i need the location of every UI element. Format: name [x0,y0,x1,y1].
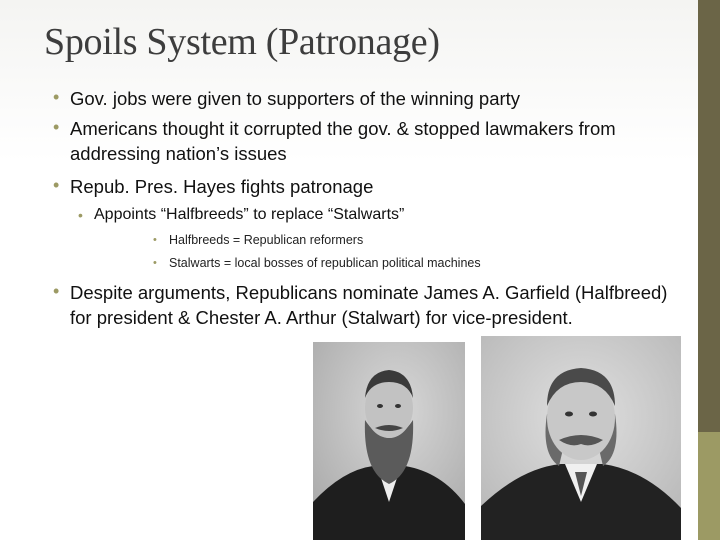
bullet-icon: • [53,175,60,195]
bullet-2 [53,116,670,166]
bullet-icon: • [153,234,157,246]
sub-bullet [78,204,654,226]
bullet-4 [53,280,670,330]
bullet-2-text: Americans thought it corrupted the gov. & stopped lawmakers from addressing nation’s issues [70,118,616,164]
bullet-icon: • [53,117,60,137]
sub-sub-bullet-2 [153,254,689,272]
portrait-garfield-image [313,342,465,540]
portrait-arthur [481,336,681,540]
sub-sub-bullet-1 [153,231,689,249]
bullet-icon: • [53,281,60,301]
sub-sub-bullet-2-text: Stalwarts = local bosses of republican political machines [169,256,481,270]
side-accent-bar [698,432,720,540]
bullet-4-text: Despite arguments, Republicans nominate James A. Garfield (Halfbreed) for president & Chester A. Arthur (Stalwart) for vice-president. [70,282,668,328]
sub-bullet-text: Appoints “Halfbreeds” to replace “Stalwarts” [94,206,405,223]
bullet-icon: • [78,207,83,223]
bullet-1-text: Gov. jobs were given to supporters of the winning party [70,88,521,109]
slide-title: Spoils System (Patronage) [44,21,440,63]
sub-sub-bullet-1-text: Halfbreeds = Republican reformers [169,233,364,247]
portrait-arthur-image [481,336,681,540]
bullet-3 [53,174,670,199]
bullet-1 [53,86,670,111]
bullet-icon: • [53,87,60,107]
bullet-icon: • [153,257,157,269]
bullet-3-text: Repub. Pres. Hayes fights patronage [70,176,374,197]
portrait-garfield [313,342,465,540]
